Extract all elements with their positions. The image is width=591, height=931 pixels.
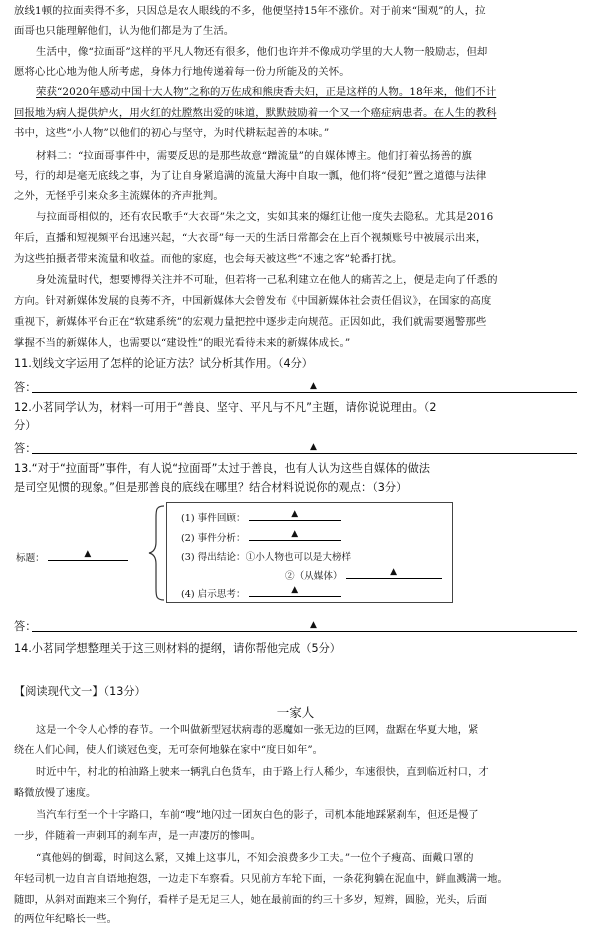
material1-line: 生活中，像“拉面哥”这样的平凡人物还有很多，他们也许并不像成功学里的大人物一般励志，但却 <box>36 46 488 58</box>
outline-item-review <box>181 510 341 524</box>
question-12-cont: 分） <box>14 419 37 432</box>
answer-label: 答： <box>14 442 37 455</box>
outline-blank[interactable] <box>249 531 341 541</box>
answer-label: 答： <box>14 620 37 633</box>
material1-line: 放线1顿的拉面卖得不多，只因总是农人眼线的不多，他便坚持15年不涨价。对于前来“围观”的人，拉 <box>14 5 486 17</box>
underlined-argument-text: 回报地为病人提供炉火，用火红的灶膛熬出爱的味道，默默鼓励着一个又一个癌症病患者。在人生的教科 <box>14 107 497 119</box>
reading-paragraph-line: 年轻司机一边自言自语地抱怨，一边走下车察看。只见前方车轮下面，一条花狗躺在泥血中，鲜血溅满一地。 <box>14 874 508 885</box>
material2-line: 之外，无怪乎引来众多主流媒体的齐声批判。 <box>14 190 224 202</box>
material2-line: 年后，直播和短视频平台迅速兴起，“大衣哥”每一天的生活日常都会在上百个视频账号中被展示出来， <box>14 232 487 244</box>
reading-paragraph-line: 一步，伴随着一声刺耳的刹车声，是一声凄厉的惨叫。 <box>14 831 261 842</box>
outline-blank[interactable] <box>249 511 341 521</box>
outline-diagram <box>14 498 454 606</box>
blank-marker-icon: ▲ <box>291 529 299 539</box>
outline-blank[interactable] <box>346 569 442 579</box>
answer-marker-icon: ▲ <box>310 442 317 452</box>
material2-line: 重视下，新媒体平台正在“软建系统”的宏观力量把控中逐步走向规范。正因如此，我们就需要遏警那些 <box>14 316 487 328</box>
material2-line: 与拉面哥相似的，还有农民歌手“大衣哥”朱之文，实如其来的爆红让他一度失去隐私。尤其是2016 <box>36 211 494 223</box>
blank-marker-icon: ▲ <box>390 567 398 577</box>
question-14: 14.小茗同学想整理关于这三则材料的提纲，请你帮他完成（5分） <box>14 642 341 655</box>
blank-marker-icon: ▲ <box>291 509 299 519</box>
material1-line: 面哥也只能理解他们，认为他们都是为了生活。 <box>14 25 235 37</box>
material1-line: 书中，这些“小人物”以他们的初心与坚守，为时代耕耘起善的本味。” <box>14 127 330 139</box>
underlined-argument-text: 荣获“2020年感动中国十大人物”之称的万佐成和熊庚香夫妇，正是这样的人物。18年来，他们不计 <box>36 86 497 98</box>
reading-paragraph-line: 略微放慢了速度。 <box>14 788 97 799</box>
reading-paragraph-line: 这是一个令人心悸的春节。一个叫做新型冠状病毒的恶魔如一张无边的巨网，盘踞在华夏大地，紧 <box>36 725 479 736</box>
reading-paragraph-line: 的两位年纪略长一些。 <box>14 914 117 925</box>
reading-section-heading: 【阅读现代文一】（13分） <box>14 685 146 698</box>
reading-paragraph-line: 随即，从斜对面跑来三个狗仔，看样子是无足三人，她在最前面的约三十多岁，短辫，圆脸，光头，后面 <box>14 895 488 906</box>
answer-line-11[interactable] <box>14 379 577 393</box>
reading-paragraph-line: 绕在人们心间，使人们谈冠色变，无可奈何地躲在家中“度日如年”。 <box>14 745 323 756</box>
question-13-cont: 是司空见惯的现象。”但是那善良的底线在哪里？结合材料说说你的观点：（3分） <box>14 481 408 494</box>
answer-marker-icon: ▲ <box>310 381 317 391</box>
outline-item-label: (2) 事件分析： <box>181 533 246 544</box>
outline-item-label: (4) 启示思考： <box>181 589 246 600</box>
question-13: 13.“对于“拉面哥”事件，有人说“拉面哥”太过于善良，也有人认为这些自媒体的做法 <box>14 462 430 475</box>
outline-item-analysis <box>181 530 341 544</box>
outline-item-label: ②（从媒体） <box>285 571 343 582</box>
blank-marker-icon: ▲ <box>84 549 92 559</box>
outline-title-blank[interactable] <box>48 551 128 561</box>
reading-paragraph-line: 当汽车行至一个十字路口，车前“嗖”地闪过一团灰白色的影子，司机本能地踩紧刹车，但还是慢了 <box>36 810 479 821</box>
answer-rule <box>32 453 577 454</box>
blank-marker-icon: ▲ <box>291 585 299 595</box>
material2-line: 号，行的却是毫无底线之事，为了让自身紧追满的流量大海中自取一瓢，他们将“侵犯”置之道德与法律 <box>14 170 487 182</box>
material2-line: 掌握不当的新媒体人，也需要以“建设性”的眼光看待未来的新媒体成长。” <box>14 337 351 349</box>
reading-title: 一家人 <box>276 705 315 720</box>
outline-title-label: 标题： <box>16 553 45 564</box>
outline-frame <box>166 502 453 603</box>
answer-marker-icon: ▲ <box>310 620 317 630</box>
answer-rule <box>32 631 577 632</box>
brace-icon <box>146 504 168 602</box>
answer-label: 答： <box>14 381 37 394</box>
answer-line-13[interactable] <box>14 618 577 632</box>
outline-item-label: (1) 事件回顾： <box>181 513 246 524</box>
material2-line: 身处流量时代，想要博得关注并不可耻，但若将一己私利建立在他人的痛苦之上，便是走向了仟悉的 <box>36 274 498 286</box>
material2-line: 材料二：“拉面哥事件中，需要反思的是那些故意“蹭流量”的自媒体博主。他们打着弘扬善的旗 <box>36 150 472 162</box>
outline-title-row <box>16 550 128 564</box>
outline-blank[interactable] <box>249 587 341 597</box>
outline-item-conclusion <box>181 549 351 563</box>
answer-line-12[interactable] <box>14 440 577 454</box>
answer-rule <box>32 392 577 393</box>
material2-line: 为这些拍摄者带来流量和收益。而他的家庭，也会每天被这些“不速之客”轮番打扰。 <box>14 253 403 265</box>
reading-paragraph-line: 时近中午，村北的柏油路上驶来一辆乳白色货车，由于路上行人稀少，车速很快，直到临近村口，才 <box>36 767 489 778</box>
outline-item-label: (3) 得出结论：①小人物也可以是大榜样 <box>181 552 352 563</box>
material1-line: 愿将心比心地为他人所考虑，身体力行地传递着每一份力所能及的关怀。 <box>14 66 350 78</box>
question-11: 11.划线文字运用了怎样的论证方法？试分析其作用。（4分） <box>14 357 313 370</box>
outline-item-conclusion-2 <box>285 568 442 582</box>
material2-line: 方向。针对新媒体发展的良莠不齐，中国新媒体大会曾发布《中国新媒体社会责任倡议》，在国家的高度 <box>14 295 492 307</box>
reading-paragraph-line: “真他妈的倒霉，时间这么紧，又摊上这事儿，不知会浪费多少工夫。”一位个子瘦高、面戴口罩的 <box>36 853 474 864</box>
outline-item-insight <box>181 586 341 600</box>
question-12: 12.小茗同学认为，材料一可用于“善良、坚守、平凡与不凡”主题，请你说说理由。（2 <box>14 401 437 414</box>
